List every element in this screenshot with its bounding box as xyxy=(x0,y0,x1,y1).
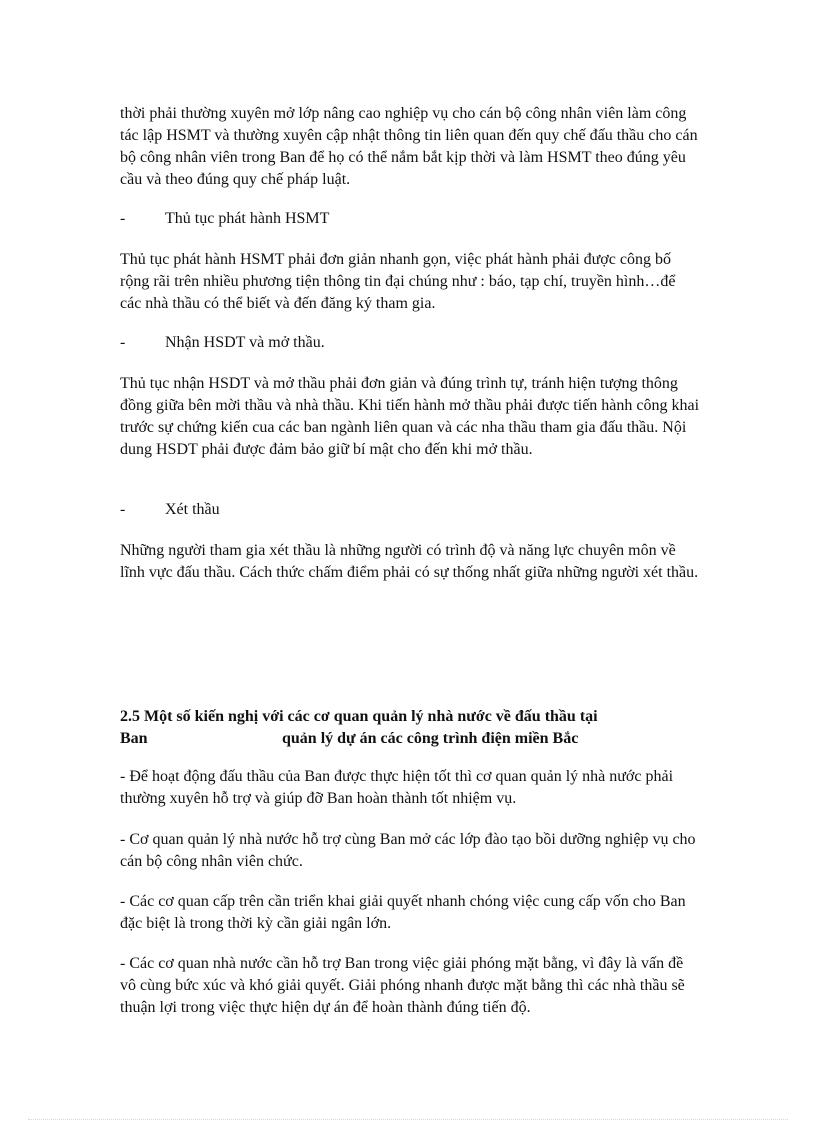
paragraph-hsmt-issuance: Thủ tục phát hành HSMT phải đơn giản nhanh gọn, việc phát hành phải được công bố rộng rãi trên nhiều phương tiện thông tin đại chúng như : báo, tạp chí, truyền hình…để các nhà thầu có thể biết và đến đăng ký tham gia. xyxy=(120,251,676,312)
bullet-label: Xét thầu xyxy=(165,501,220,518)
paragraph-receive-bids: Thủ tục nhận HSDT và mở thầu phải đơn giản và đúng trình tự, tránh hiện tượng thông đồng giữa bên mời thầu và nhà thầu. Khi tiến hành mở thầu phải được tiến hành công khai trước sự chứng kiến cua các ban ngành liên quan và các nha thầu tham gia đấu thầu. Nội dung HSDT phải được đảm bảo giữ bí mật cho đến khi mở thầu. xyxy=(120,375,700,458)
recommendation-item: - Các cơ quan cấp trên cần triển khai giải quyết nhanh chóng việc cung cấp vốn cho Ban đặc biệt là trong thời kỳ cần giải ngân lớn. xyxy=(120,893,686,932)
section-heading-line2-end: quản lý dự án các công trình điện miền Bắc xyxy=(282,730,579,747)
bullet-label: Nhận HSDT và mở thầu. xyxy=(165,334,325,351)
bullet-dash: - xyxy=(120,210,126,227)
section-heading-line1: 2.5 Một số kiến nghị với các cơ quan quản lý nhà nước về đấu thầu tại xyxy=(120,708,598,725)
recommendation-item: - Để hoạt động đấu thầu của Ban được thực hiện tốt thì cơ quan quản lý nhà nước phải thường xuyên hỗ trợ và giúp đỡ Ban hoàn thành tốt nhiệm vụ. xyxy=(120,768,674,807)
bullet-dash: - xyxy=(120,501,126,518)
paragraph-training: thời phải thường xuyên mở lớp nâng cao nghiệp vụ cho cán bộ công nhân viên làm công tác lập HSMT và thường xuyên cập nhật thông tin liên quan đến quy chế đấu thầu cho cán bộ công nhân viên trong Ban để họ có thể nắm bắt kịp thời và làm HSMT theo đúng yêu cầu và theo đúng quy chế pháp luật. xyxy=(120,105,698,188)
page-bottom-divider xyxy=(28,1119,788,1120)
recommendation-item: - Các cơ quan nhà nước cần hỗ trợ Ban trong việc giải phóng mặt bằng, vì đây là vấn đề vô cùng bức xúc và khó giải quyết. Giải phóng nhanh được mặt bằng thì các nhà thầu sẽ thuận lợi trong việc thực hiện dự án để hoàn thành đúng tiến độ. xyxy=(120,955,685,1016)
section-heading-line2-start: Ban xyxy=(120,730,148,747)
section-heading-line2 xyxy=(120,728,700,750)
recommendation-item: - Cơ quan quản lý nhà nước hỗ trợ cùng Ban mở các lớp đào tạo bồi dưỡng nghiệp vụ cho cán bộ công nhân viên chức. xyxy=(120,831,696,870)
bullet-dash: - xyxy=(120,334,126,351)
paragraph-evaluation: Những người tham gia xét thầu là những người có trình độ và năng lực chuyên môn về lĩnh vực đấu thầu. Cách thức chấm điểm phải có sự thống nhất giữa những người xét thầu. xyxy=(120,542,699,581)
section-heading xyxy=(120,706,700,750)
bullet-label: Thủ tục phát hành HSMT xyxy=(165,210,330,227)
